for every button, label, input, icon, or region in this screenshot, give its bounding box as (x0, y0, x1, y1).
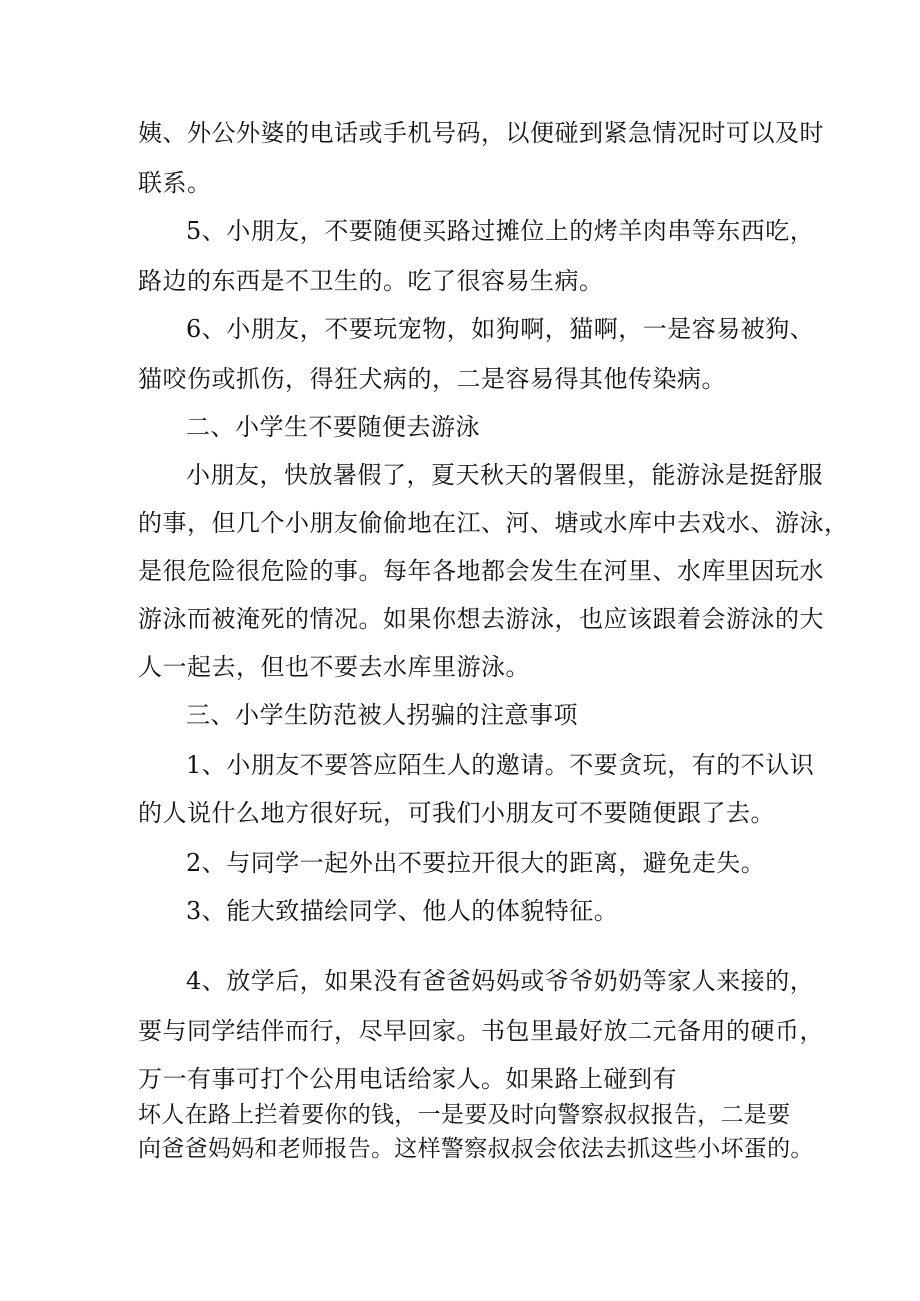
text-line: 的事，但几个小朋友偷偷地在江、河、塘或水库中去戏水、游泳， (138, 509, 849, 537)
section-heading: 二、小学生不要随便去游泳 (186, 413, 480, 441)
text-line: 的人说什么地方很好玩，可我们小朋友可不要随便跟了去。 (138, 799, 775, 827)
text-line: 向爸爸妈妈和老师报告。这样警察叔叔会依法去抓这些小坏蛋的。 (138, 1136, 814, 1162)
text-line: 5、小朋友，不要随便买路过摊位上的烤羊肉串等东西吃， (186, 217, 815, 245)
text-line: 万一有事可打个公用电话给家人。如果路上碰到有 (138, 1065, 677, 1093)
text-line: 游泳而被淹死的情况。如果你想去游泳，也应该跟着会游泳的大 (138, 605, 824, 633)
text-line: 姨、外公外婆的电话或手机号码，以便碰到紧急情况时可以及时 (138, 119, 824, 147)
section-heading: 三、小学生防范被人拐骗的注意事项 (186, 701, 578, 729)
text-line: 6、小朋友，不要玩宠物，如狗啊，猫啊，一是容易被狗、 (186, 315, 815, 343)
text-line: 联系。 (138, 169, 212, 197)
text-line: 小朋友，快放暑假了，夏天秋天的署假里，能游泳是挺舒服 (186, 461, 823, 489)
text-line: 人一起去，但也不要去水库里游泳。 (138, 653, 530, 681)
text-line: 3、能大致描绘同学、他人的体貌特征。 (186, 897, 619, 925)
text-line: 是很危险很危险的事。每年各地都会发生在河里、水库里因玩水 (138, 557, 824, 585)
text-line: 2、与同学一起外出不要拉开很大的距离，避免走失。 (186, 849, 766, 877)
text-line: 路边的东西是不卫生的。吃了很容易生病。 (138, 267, 604, 295)
text-line: 坏人在路上拦着要你的钱，一是要及时向警察叔叔报告，二是要 (138, 1102, 791, 1128)
text-line: 4、放学后，如果没有爸爸妈妈或爷爷奶奶等家人来接的， (186, 967, 815, 995)
text-line: 1、小朋友不要答应陌生人的邀请。不要贪玩，有的不认识 (186, 751, 815, 779)
text-line: 要与同学结伴而行，尽早回家。书包里最好放二元备用的硬币， (138, 1017, 824, 1045)
text-line: 猫咬伤或抓伤，得狂犬病的，二是容易得其他传染病。 (138, 365, 726, 393)
